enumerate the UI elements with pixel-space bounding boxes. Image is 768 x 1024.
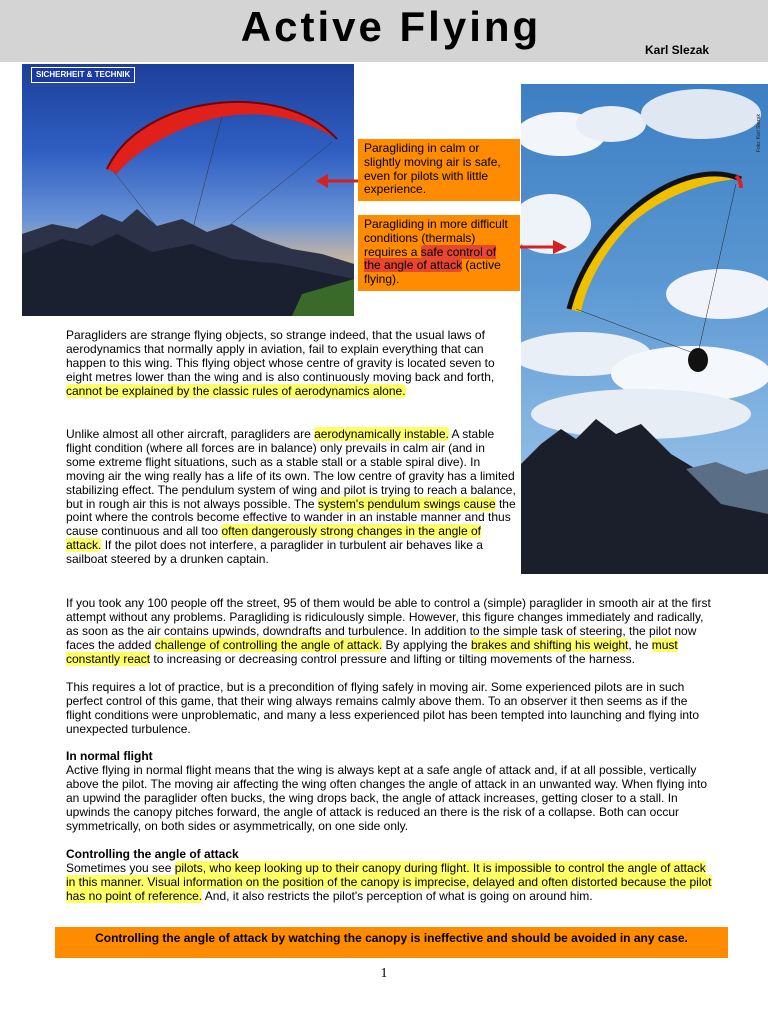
- paragraph-instability-text-a: Unlike almost all other aircraft, paragliders are: [66, 427, 315, 441]
- sicherheit-technik-logo: SICHERHEIT & TECHNIK: [31, 67, 135, 83]
- summary-banner: Controlling the angle of attack by watching the canopy is ineffective and should be avoided in any case.: [55, 927, 728, 958]
- highlight-classic-rules: cannot be explained by the classic rules of aerodynamics alone.: [66, 383, 406, 398]
- paragraph-instability: [66, 428, 516, 567]
- paragraph-controlling-angle: [66, 862, 716, 904]
- paragraph-100-people-text-d: to increasing or decreasing control pressure and lifting or tilting movements of the harness.: [150, 651, 635, 666]
- highlight-angle-changes: often dangerously strong changes in the angle of attack.: [66, 524, 481, 553]
- paragraph-instability-text-b: A stable flight condition (where all forces are in balance) only prevails in calm air (and in some extreme flight situations, such as a stable stall or a stable spiral dive). In moving air the wing really has a life of its own. The low centre of gravity has a limited stabilizing effect. The pendulum system of wing and pilot is trying to reach a balance, but in rough air this is not always possible. The: [66, 427, 516, 511]
- calm-air-paraglider-photo: [22, 64, 354, 316]
- thermal-callout: [358, 215, 520, 291]
- highlight-aerodynamically-instable: aerodynamically instable.: [314, 427, 449, 441]
- calm-air-scene: [22, 64, 354, 316]
- paragraph-100-people: [66, 597, 716, 667]
- calm-air-callout-text: Paragliding in calm or slightly moving air is safe, even for pilots with little experience.: [364, 141, 501, 197]
- paragraph-normal-flight: Active flying in normal flight means that the wing is always kept at a safe angle of attack and, if at all possible, vertically above the pilot. The moving air affecting the wing often changes the angle of attack in an unwanted way. When flying into an upwind the paraglider often bucks, the wing drops back, the angle of attack increases, getting closer to a stall. In upwinds the canopy pitches forward, the angle of attack is reduced an there is the risk of a collapse. Both can occur symmetrically, on both sides or asymmetrically, on one side only.: [66, 763, 708, 833]
- paragraph-practice: This requires a lot of practice, but is a precondition of flying safely in moving air. Some experienced pilots are in such perfect control of this game, that their wing always remains calmly above them. To an observer it then seems as if the flight conditions were unproblematic, and many a less experienced pilot has been tempted into launching and flying into unexpected turbulence.: [66, 680, 700, 736]
- heading-controlling-angle: Controlling the angle of attack: [66, 847, 239, 861]
- paragraph-instability-text-c: the point where the controls become effective to wander in an instable manner and thus cause continuous and all too: [66, 496, 516, 539]
- paragraph-controlling-angle-text-b: And, it also restricts the pilot's perception of what is going on around him.: [202, 888, 593, 903]
- thermal-callout-highlight: safe control of the angle of attack: [364, 244, 497, 273]
- thermal-callout-text-end: (active flying).: [364, 258, 501, 287]
- page-title: Active Flying: [240, 3, 542, 50]
- paragraph-100-people-text-c: , he: [628, 637, 652, 652]
- paragraph-controlling-angle-text-a: Sometimes you see: [66, 861, 175, 875]
- paragraph-100-people-text-b: By applying the: [382, 637, 471, 652]
- arrow-left-icon: [316, 172, 360, 190]
- arrow-right-icon: [519, 238, 567, 256]
- page-number: 1: [380, 966, 388, 981]
- highlight-pendulum-swings: system's pendulum swings cause: [317, 496, 496, 511]
- thermal-paraglider-photo: [521, 84, 768, 574]
- paragraph-instability-text-d: If the pilot does not interfere, a paraglider in turbulent air behaves like a sailboat steered by a drunken captain.: [66, 538, 483, 567]
- photo-credit: Foto: Karl Slezak: [756, 114, 762, 153]
- paragraph-intro: [66, 329, 516, 399]
- paragraph-100-people-text-a: If you took any 100 people off the street, 95 of them would be able to control a (simple) paraglider in smooth air at the first attempt without any problems. Paragliding is ridiculously simple. However, this figure changes immediately and radically, as soon as the air contains upwinds, downdrafts and turbulence. In addition to the simple task of steering, the pilot now faces the added: [66, 596, 711, 652]
- highlight-constantly-react: must constantly react: [66, 637, 678, 666]
- highlight-looking-up: pilots, who keep looking up to their canopy during flight. It is impossible to control the angle of attack in this manner. Visual information on the position of the canopy is imprecise, delayed and often distorted because the pilot has no point of reference.: [66, 861, 712, 903]
- thermal-callout-text: Paragliding in more difficult conditions (thermals) requires a: [364, 217, 508, 259]
- calm-air-callout: [358, 139, 520, 201]
- heading-normal-flight: In normal flight: [66, 749, 153, 763]
- highlight-challenge-angle: challenge of controlling the angle of attack.: [154, 637, 383, 652]
- paragraph-intro-text: Paragliders are strange flying objects, so strange indeed, that the usual laws of aerodynamics that normally apply in aviation, fail to explain everything that can happen to this wing. This flying object whose centre of gravity is located seven to eight metres lower than the wing and is also continuously moving back and forth,: [66, 328, 495, 384]
- author-name: Karl Slezak: [645, 43, 710, 57]
- thermal-scene: [521, 84, 768, 574]
- highlight-brakes-weight: brakes and shifting his weight: [470, 637, 629, 652]
